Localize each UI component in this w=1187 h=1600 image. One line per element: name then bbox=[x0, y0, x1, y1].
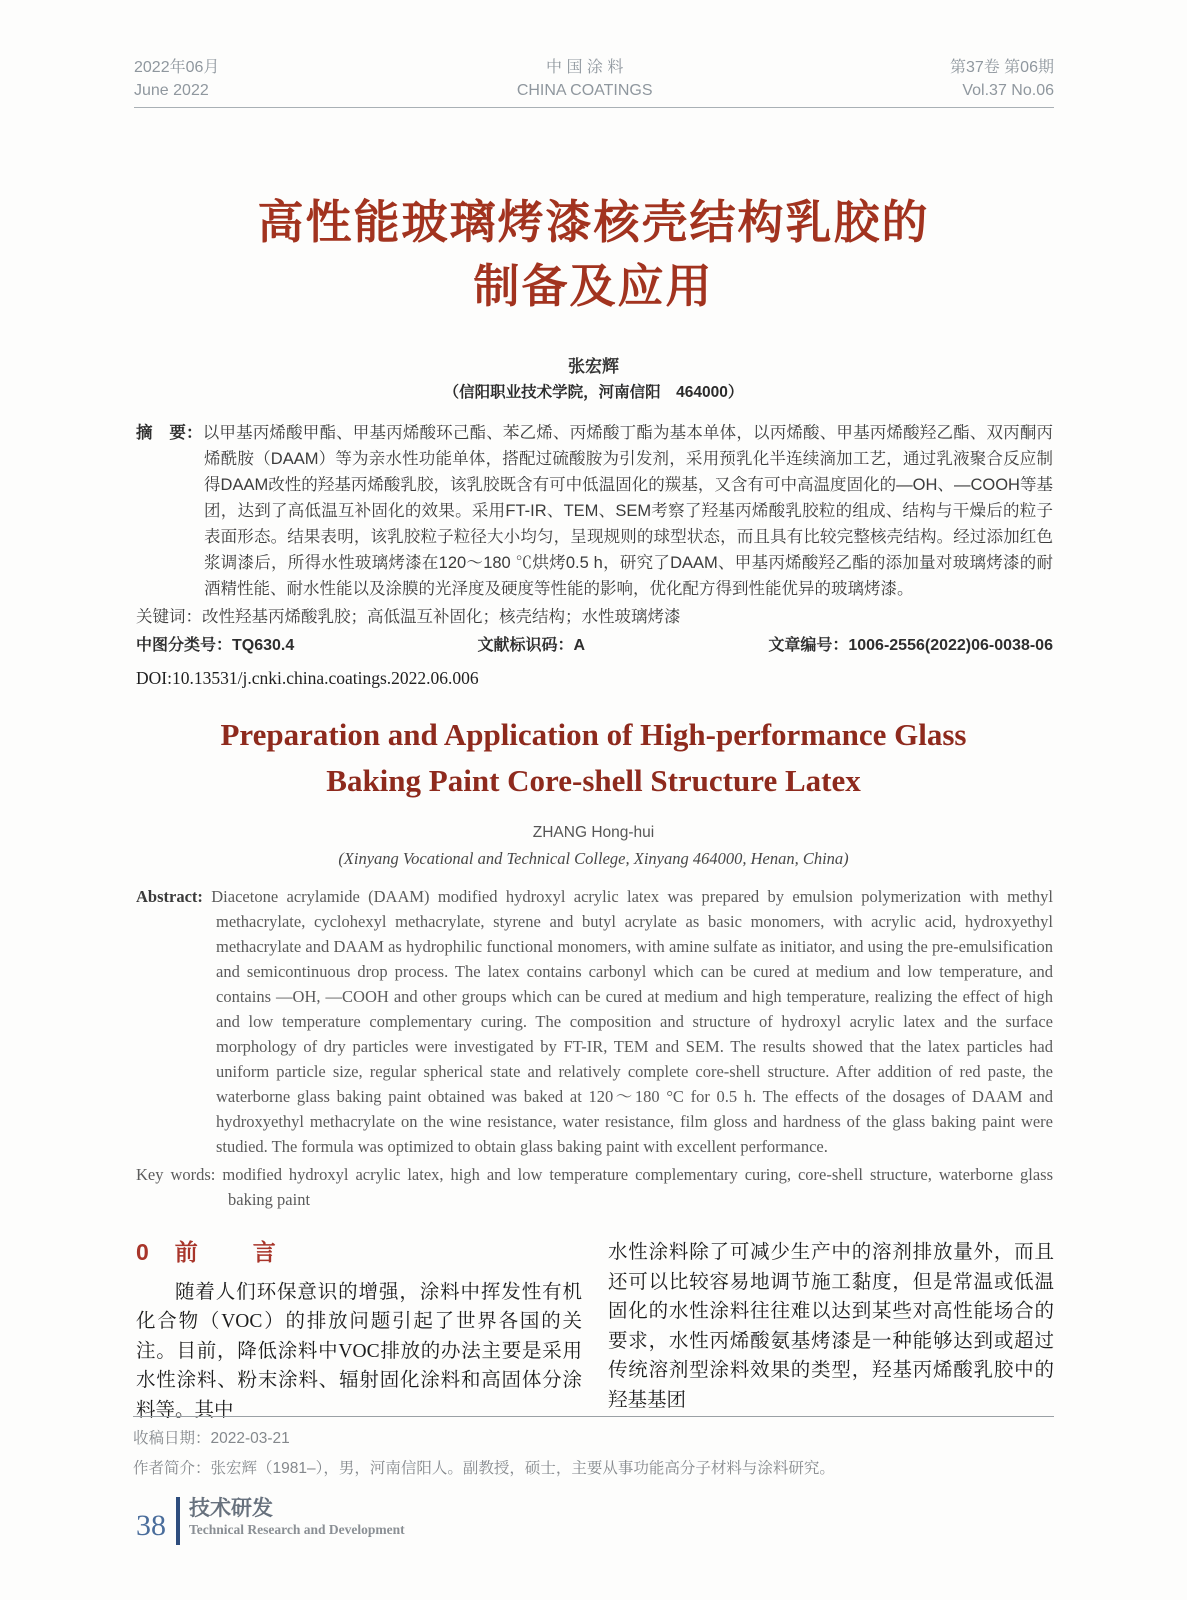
keywords-en-label: Key words: bbox=[136, 1165, 216, 1184]
footer-divider-bar bbox=[176, 1497, 180, 1545]
keywords-cn bbox=[136, 604, 1053, 630]
article-title-en-line1: Preparation and Application of High-performance Glass bbox=[220, 717, 967, 752]
abstract-en bbox=[136, 884, 1053, 1159]
affiliation-en: (Xinyang Vocational and Technical College, Xinyang 464000, Henan, China) bbox=[338, 849, 849, 868]
article-title-en-line2: Baking Paint Core-shell Structure Latex bbox=[326, 763, 861, 798]
header-issue-date bbox=[134, 56, 219, 102]
abstract-en-label: Abstract: bbox=[136, 887, 203, 906]
journal-header bbox=[134, 56, 1054, 108]
intro-column-left bbox=[136, 1238, 582, 1425]
page-number: 38 bbox=[136, 1509, 166, 1542]
doi: DOI:10.13531/j.cnki.china.coatings.2022.06.006 bbox=[136, 668, 479, 688]
english-abstract-block bbox=[136, 884, 1053, 1212]
affiliation-cn: （信阳职业技术学院，河南信阳 464000） bbox=[443, 384, 744, 401]
header-date-cn: 2022年06月 bbox=[134, 59, 220, 76]
document-code: 文献标识码：A bbox=[477, 637, 586, 654]
header-journal-cn: 中 国 涂 料 bbox=[546, 59, 624, 76]
section-number: 0 bbox=[136, 1239, 149, 1265]
keywords-cn-text: 改性羟基丙烯酸乳胶；高低温互补固化；核壳结构；水性玻璃烤漆 bbox=[202, 608, 681, 626]
keywords-en bbox=[136, 1162, 1053, 1212]
section-heading-foreword bbox=[136, 1238, 582, 1268]
footnotes bbox=[133, 1416, 1054, 1484]
introduction-section bbox=[136, 1238, 1054, 1425]
intro-column-right bbox=[608, 1238, 1054, 1425]
author-name-cn: 张宏辉 bbox=[568, 357, 619, 376]
article-title-en bbox=[0, 712, 1187, 804]
author-bio: 作者简介：张宏辉（1981–），男，河南信阳人。副教授，硕士，主要从事功能高分子材料与涂料研究。 bbox=[133, 1460, 835, 1477]
chinese-meta-block bbox=[136, 420, 1053, 691]
header-volume-en: Vol.37 No.06 bbox=[962, 82, 1054, 99]
clc-number: 中图分类号：TQ630.4 bbox=[136, 637, 295, 654]
keywords-cn-label: 关键词： bbox=[136, 608, 202, 626]
abstract-cn bbox=[136, 420, 1053, 602]
article-title-cn-line1: 高性能玻璃烤漆核壳结构乳胶的 bbox=[257, 196, 930, 248]
header-journal-name bbox=[517, 56, 653, 102]
article-title-cn bbox=[0, 190, 1187, 318]
abstract-cn-text: 以甲基丙烯酸甲酯、甲基丙烯酸环己酯、苯乙烯、丙烯酸丁酯为基本单体，以丙烯酸、甲基丙烯酸羟乙酯、双丙酮丙烯酰胺（DAAM）等为亲水性功能单体，搭配过硫酸胺为引发剂，采用预乳化半连续滴加工艺，通过乳液聚合反应制得DAAM改性的羟基丙烯酸乳胶，该乳胶既含有可中低温固化的羰基，又含有可中高温度固化的—OH、—COOH等基团，达到了高低温互补固化的效果。采用FT-IR、TEM、SEM考察了羟基丙烯酸乳胶粒的组成、结构与干燥后的粒子表面形态。结果表明，该乳胶粒子粒径大小均匀，呈现规则的球型状态，而且具有比较完整核壳结构。经过添加红色浆调漆后，所得水性玻璃烤漆在120～180 ℃烘烤0.5 h，研究了DAAM、甲基丙烯酸羟乙酯的添加量对玻璃烤漆的耐酒精性能、耐水性能以及涂膜的光泽度及硬度等性能的影响，优化配方得到性能优异的玻璃烤漆。 bbox=[202, 424, 1054, 598]
header-date-en: June 2022 bbox=[134, 82, 209, 99]
footer-section-en: Technical Research and Development bbox=[189, 1522, 405, 1537]
section-title: 前 言 bbox=[174, 1239, 292, 1265]
intro-paragraph-right: 水性涂料除了可减少生产中的溶剂排放量外，而且还可以比较容易地调节施工黏度，但是常温或低温固化的水性涂料往往难以达到某些对高性能场合的要求，水性丙烯酸氨基烤漆是一种能够达到或超过传统溶剂型涂料效果的类型，羟基丙烯酸乳胶中的羟基基团 bbox=[608, 1242, 1054, 1411]
header-volume-cn: 第37卷 第06期 bbox=[949, 59, 1054, 76]
classification-row bbox=[136, 633, 1053, 659]
article-id: 文章编号：1006-2556(2022)06-0038-06 bbox=[768, 637, 1053, 654]
keywords-en-text: modified hydroxyl acrylic latex, high and low temperature complementary curing, core-shell structure, waterborne glass baking paint bbox=[222, 1165, 1054, 1209]
article-title-cn-line2: 制备及应用 bbox=[473, 260, 714, 312]
abstract-cn-label: 摘 要： bbox=[136, 424, 203, 442]
header-volume-issue bbox=[950, 56, 1054, 102]
footer-section-cn: 技术研发 bbox=[189, 1497, 273, 1520]
header-journal-en: CHINA COATINGS bbox=[516, 82, 653, 99]
intro-paragraph-left: 随着人们环保意识的增强，涂料中挥发性有机化合物（VOC）的排放问题引起了世界各国的关注。目前，降低涂料中VOC排放的办法主要是采用水性涂料、粉末涂料、辐射固化涂料和高固体分涂料等。其中 bbox=[136, 1281, 582, 1421]
author-name-en: ZHANG Hong-hui bbox=[532, 824, 655, 841]
received-date: 收稿日期：2022-03-21 bbox=[133, 1430, 290, 1447]
abstract-en-text: Diacetone acrylamide (DAAM) modified hydroxyl acrylic latex was prepared by emulsion polymerization with methyl methacrylate, cyclohexyl methacrylate, styrene and butyl acrylate as basic monomers, with acrylic acid, hydroxyethyl methacrylate and DAAM as hydrophilic functional monomers, with amine sulfate as initiator, and using the pre-emulsification and semicontinuous drop process. The latex contains carbonyl which can be cured at medium and low temperature, and contains —OH, —COOH and other groups which can be cured at medium and high temperature, realizing the effect of high and low temperature complementary curing. The composition and structure of hydroxyl acrylic latex and the surface morphology of dry particles were investigated by FT-IR, TEM and SEM. The results showed that the latex particles had uniform particle size, regular spherical state and relatively complete core-shell structure. After addition of red paste, the waterborne glass baking paint obtained was baked at 120～180 °C for 0.5 h. The effects of the dosages of DAAM and hydroxyethyl methacrylate on the wine resistance, water resistance, film gloss and hardness of the glass baking paint were studied. The formula was optimized to obtain glass baking paint with excellent performance. bbox=[211, 887, 1053, 1156]
page-footer bbox=[136, 1497, 405, 1545]
footer-section-label bbox=[189, 1497, 405, 1545]
